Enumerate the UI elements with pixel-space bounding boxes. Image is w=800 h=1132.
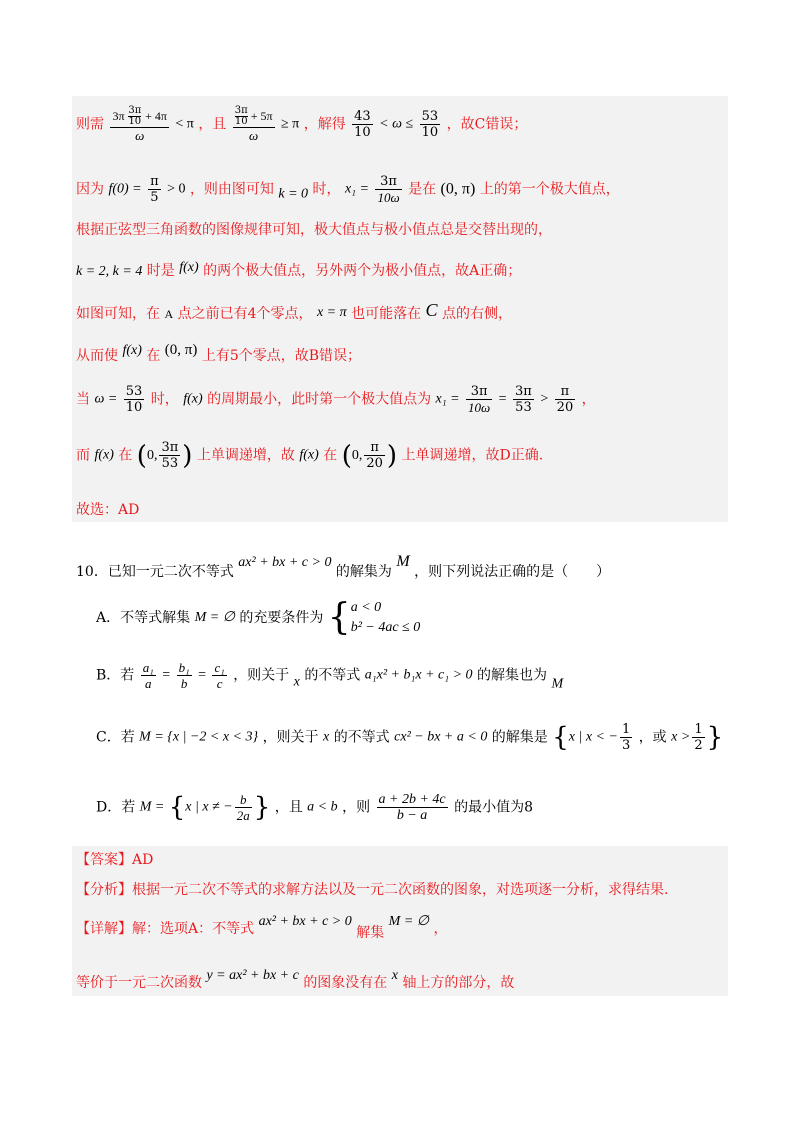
text: ，故C错误； [446,116,528,133]
sol-line-8: 而 f(x) 在 (0, $\frac{3\pi}{53}$ ) 上单调递增，故 f(x) 在 (0, $\frac{\pi}{20}$ ) 上单调递增，故D正确. [76,440,544,471]
option-a: A．不等式解集 M = ∅ 的充要条件为 { a < 0 b² − 4ac ≤ 0 [96,597,421,638]
fraction: $\frac{3\pi}{10}$ + 5π ω [234,105,273,143]
math: < ω ≤ [379,116,414,132]
math: ≥ π [280,116,300,132]
answer-line: 【答案】AD [76,852,154,868]
question-10-stem: 10．已知一元二次不等式 ax² + bx + c > 0 的解集为 M ，则下列说法正确的是（ ） [76,553,611,580]
sol-line-2: 因为 f(0) = $\frac{\pi}{5}$ > 0 ，则由图可知 k = 0 时， x₁ = $\frac{3\pi}{10\omega}$ 是在 (0, π) 上的第一个极大值点， [76,174,620,205]
text: ，解得 [303,116,346,133]
sol-line-6: 从而使 f(x) 在 (0, π) 上有5个零点，故B错误； [76,342,362,364]
sol-line-4: k = 2, k = 4 时是 f(x) 的两个极大值点，另外两个为极小值点，故A正确； [76,260,522,279]
sol-line-3: 根据正弦型三角函数的图像规律可知，极大值点与极小值点总是交替出现的， [76,222,552,238]
fraction: $\frac{53}{10}$ [421,109,439,140]
option-c: C．若 M = {x | −2 < x < 3} ，则关于 x 的不等式 cx² − bx + a < 0 的解集是 {x | x < − $\frac{1}{3}$ ，或 x > $\frac{1}{2}$ } [96,722,724,753]
fraction: 3π $\frac{3\pi}{10}$ + 4π ω [112,105,167,143]
text: 则需 [76,116,104,133]
analysis-line: 【分析】根据一元二次不等式的求解方法以及一元二次函数的图象，对选项逐一分析，求得结果. [76,882,669,898]
detail-line-2: 等价于一元二次函数 y = ax² + bx + c 的图象没有在 x 轴上方的部分，故 [76,968,515,991]
math: < π [175,116,194,132]
sol-line-1 [76,106,527,143]
text: ，且 [198,116,227,133]
option-d: D．若 M = {x | x ≠ − $\frac{b}{2a}$ } ，且 a < b ，则 $\frac{a + 2b + 4c}{b - a}$ 的最小值为8 [96,792,534,823]
sol-line-9: 故选：AD [76,502,140,518]
fraction: $\frac{43}{10}$ [354,109,371,140]
option-b: B．若 $\frac{\text{a₁}}{a}$ = $\frac{\text{b₁}}{b}$ = $\frac{\text{c₁}}{c}$ ，则关于 x 的不等式 a₁x² + b₁x + c₁ > 0 的解集也为 M [96,660,564,692]
sol-line-7: 当 ω = $\frac{53}{10}$ 时， f(x) 的周期最小，此时第一个极大值点为 x₁ = $\frac{3\pi}{10\omega}$ = $\frac{3\pi}{53}$ > $\frac{\pi}{20}$ ， [76,384,596,415]
detail-line: 【详解】解：选项A：不等式 ax² + bx + c > 0 解集 M = ∅ ， [76,914,448,941]
sol-line-5: 如图可知，在 A 点之前已有4个零点， x = π 也可能落在 C 点的右侧， [76,300,513,322]
system-brace: { a < 0 b² − 4ac ≤ 0 [327,597,421,638]
